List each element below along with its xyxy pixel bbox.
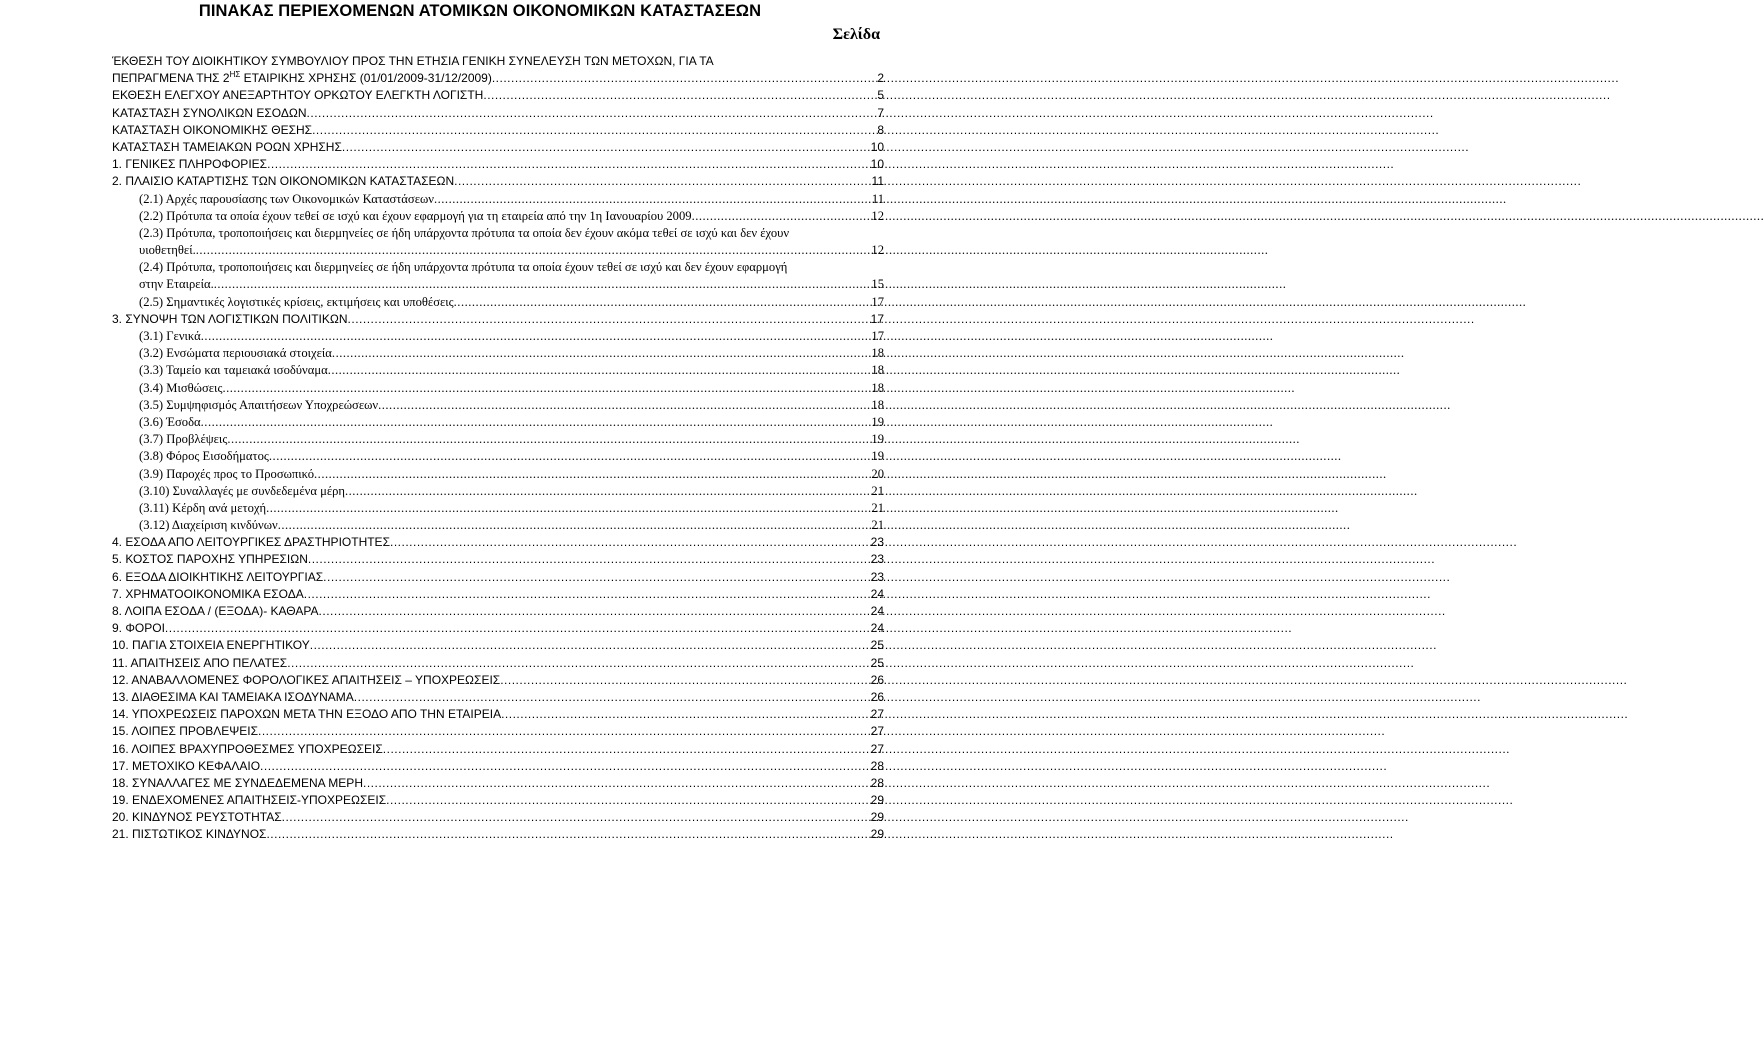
dot-leader — [312, 122, 877, 139]
toc-entry-page: 20 — [871, 466, 884, 481]
dot-leader — [201, 328, 872, 345]
toc-entry-page: 11 — [871, 191, 884, 206]
toc-entry-text: (3.10) Συναλλαγές με συνδεδεμένα μέρη — [139, 483, 345, 498]
toc-entry-text: 16. ΛΟΙΠΕΣ ΒΡΑΧΥΠΡΟΘΕΣΜΕΣ ΥΠΟΧΡΕΩΣΕΙΣ — [112, 741, 383, 756]
toc-entry-page: 18 — [871, 380, 884, 395]
toc-subentry[interactable] — [112, 414, 884, 431]
toc-entry-text: 7. ΧΡΗΜΑΤΟΟΙΚΟΝΟΜΙΚΑ ΕΣΟΔΑ — [112, 586, 304, 601]
dot-leader — [258, 723, 871, 740]
dot-leader — [332, 345, 871, 362]
dot-leader — [314, 466, 871, 483]
dot-leader — [383, 741, 871, 758]
toc-entry-page: 29 — [870, 793, 884, 808]
toc-entry-page: 26 — [870, 672, 884, 687]
toc-entry-text: (3.12) Διαχείριση κινδύνων — [139, 518, 278, 533]
toc-entry-page: 11 — [871, 174, 884, 189]
toc-entry-page: 2 — [877, 71, 884, 86]
toc-entry-page: 29 — [870, 827, 884, 842]
toc-entry-page: 29 — [870, 810, 884, 825]
toc-entry-page: 7 — [877, 105, 884, 120]
toc-entry-page: 18 — [871, 363, 884, 378]
dot-leader — [500, 672, 870, 689]
toc-entry-page: 8 — [877, 122, 884, 137]
toc-entry-page: 17 — [870, 311, 884, 326]
toc-entry[interactable] — [112, 741, 884, 758]
dot-leader — [363, 775, 871, 792]
dot-leader — [196, 242, 872, 259]
toc-entry-page: 25 — [870, 655, 884, 670]
toc-entry-page: 26 — [870, 689, 884, 704]
toc-entry-text: υιοθετηθεί. — [139, 243, 196, 258]
dot-leader — [287, 655, 870, 672]
toc-entry-continued-line — [112, 259, 884, 276]
dot-leader — [323, 569, 870, 586]
toc-entry-text: 10. ΠΑΓΙΑ ΣΤΟΙΧΕΙΑ ΕΝΕΡΓΗΤΙΚΟΥ — [112, 638, 310, 653]
toc-entry-text: (2.1) Αρχές παρουσίασης των Οικονομικών Καταστάσεων — [139, 191, 434, 206]
dot-leader — [222, 380, 871, 397]
toc-entry-text: ΚΑΤΑΣΤΑΣΗ ΤΑΜΕΙΑΚΩΝ ΡΟΩΝ ΧΡΗΣΗΣ — [112, 139, 342, 154]
toc-entry-continued-line — [112, 225, 884, 242]
toc-entry-page: 23 — [870, 569, 884, 584]
toc-entry-page: 24 — [870, 586, 884, 601]
toc-entry-text-part: ΠΕΠΡΑΓΜΕΝΑ ΤΗΣ 2 — [112, 71, 230, 86]
superscript: ΗΣ — [229, 70, 241, 80]
dot-leader — [310, 637, 871, 654]
dot-leader — [345, 483, 871, 500]
dot-leader — [308, 551, 871, 568]
dot-leader — [454, 173, 871, 190]
toc-entry-page: 19 — [871, 414, 884, 429]
toc-entry[interactable] — [112, 637, 884, 654]
toc-entry-text: (3.4) Μισθώσεις — [139, 380, 223, 395]
toc-entry-text: 13. ΔΙΑΘΕΣΙΜΑ ΚΑΙ ΤΑΜΕΙΑΚΑ ΙΣΟΔΥΝΑΜΑ — [112, 689, 354, 704]
toc-entry[interactable] — [112, 706, 884, 723]
toc-entry-text: (3.5) Συμψηφισμός Απαιτήσεων Υποχρεώσεων — [139, 397, 379, 412]
dot-leader — [260, 758, 871, 775]
toc-entry[interactable] — [112, 826, 884, 843]
dot-leader — [165, 620, 871, 637]
toc-subentry[interactable] — [112, 431, 884, 448]
dot-leader — [483, 87, 877, 104]
toc-entry[interactable] — [112, 311, 884, 328]
dot-leader — [269, 448, 872, 465]
toc-entry-page: 23 — [870, 552, 884, 567]
toc-entry-text: (3.9) Παροχές προς το Προσωπικό — [139, 466, 315, 481]
toc-entry-text: ΚΑΤΑΣΤΑΣΗ ΣΥΝΟΛΙΚΩΝ ΕΣΟΔΩΝ — [112, 105, 307, 120]
toc-entry-text-part: ΕΤΑΙΡΙΚΗΣ ΧΡΗΣΗΣ (01/01/2009-31/12/2009) — [240, 71, 492, 86]
dot-leader — [354, 689, 871, 706]
dot-leader — [307, 105, 878, 122]
toc-entry-page: 19 — [871, 432, 884, 447]
page-column-header: Σελίδα — [832, 26, 880, 43]
dot-leader — [214, 276, 872, 293]
dot-leader — [282, 809, 871, 826]
dot-leader — [227, 431, 871, 448]
page-title: ΠΙΝΑΚΑΣ ΠΕΡΙΕΧΟΜΕΝΩΝ ΑΤΟΜΙΚΩΝ ΟΙΚΟΝΟΜΙΚΩΝ ΚΑΤΑΣΤΑΣΕΩΝ — [198, 2, 762, 20]
dot-leader — [378, 397, 871, 414]
toc-entry-text: (3.6) Έσοδα — [139, 414, 201, 429]
toc-entry-continued-line — [112, 53, 884, 70]
toc-entry-text: στην Εταιρεία. — [139, 277, 214, 292]
toc-entry[interactable] — [112, 672, 884, 689]
toc-entry-text: (3.1) Γενικά — [139, 329, 201, 343]
toc-entry-text: (3.8) Φόρος Εισοδήματος — [139, 449, 269, 464]
dot-leader — [304, 586, 871, 603]
toc-entry-first-line: (2.3) Πρότυπα, τροποποιήσεις και διερμηνείες σε ήδη υπάρχοντα πρότυπα τα οποία δεν έχουν ακόμα τεθεί σε ισχύ και δεν έχουν — [139, 225, 790, 240]
toc-entry[interactable] — [112, 723, 884, 740]
toc-entry-text: 4. ΕΣΟΔΑ ΑΠΟ ΛΕΙΤΟΥΡΓΙΚΕΣ ΔΡΑΣΤΗΡΙΟΤΗΤΕΣ — [112, 535, 390, 550]
toc-entry[interactable] — [112, 809, 884, 826]
toc-entry-text: (3.3) Ταμείο και ταμειακά ισοδύναμα — [139, 363, 328, 378]
toc-entry-page: 28 — [870, 775, 884, 790]
toc-entry-text: 14. ΥΠΟΧΡΕΩΣΕΙΣ ΠΑΡΟΧΩΝ ΜΕΤΑ ΤΗΝ ΕΞΟΔΟ ΑΠΟ ΤΗΝ ΕΤΑΙΡΕΙΑ — [112, 707, 502, 722]
dot-leader — [454, 294, 872, 311]
toc-entry[interactable] — [112, 156, 884, 173]
toc-entry-text: 19. ΕΝΔΕΧΟΜΕΝΕΣ ΑΠΑΙΤΗΣΕΙΣ-ΥΠΟΧΡΕΩΣΕΙΣ — [112, 793, 387, 808]
toc-entry[interactable] — [112, 105, 884, 122]
toc-entry-text: 8. ΛΟΙΠΑ ΕΣΟΔΑ / (ΕΞΟΔΑ)- ΚΑΘΑΡΑ — [112, 604, 319, 618]
toc-entry-page: 10 — [870, 157, 884, 172]
toc-entry[interactable] — [112, 70, 884, 87]
toc-entry[interactable] — [112, 551, 884, 568]
toc-entry-text: 15. ΛΟΙΠΕΣ ΠΡΟΒΛΕΨΕΙΣ — [112, 724, 259, 739]
toc-entry-page: 21 — [871, 500, 884, 515]
toc-entry-text: 18. ΣΥΝΑΛΛΑΓΕΣ ΜΕ ΣΥΝΔΕΔΕΜΕΝΑ ΜΕΡΗ — [112, 775, 363, 790]
dot-leader — [278, 517, 872, 534]
dot-leader — [266, 500, 871, 517]
dot-leader — [328, 362, 872, 379]
toc-entry[interactable] — [112, 775, 884, 792]
dot-leader — [348, 311, 871, 328]
toc-entry[interactable] — [112, 534, 884, 551]
toc-entry-page: 10 — [870, 139, 884, 154]
toc-entry-page: 19 — [871, 449, 884, 464]
dot-leader — [266, 826, 870, 843]
toc-entry-page: 12 — [871, 243, 884, 258]
toc-entry[interactable] — [112, 173, 884, 190]
toc-entry[interactable] — [112, 758, 884, 775]
toc-entry-first-line: ΈΚΘΕΣΗ ΤΟΥ ΔΙΟΙΚΗΤΙΚΟΥ ΣΥΜΒΟΥΛΙΟΥ ΠΡΟΣ ΤΗΝ ΕΤΗΣΙΑ ΓΕΝΙΚΗ ΣΥΝΕΛΕΥΣΗ ΤΩΝ ΜΕΤΟΧΩΝ, ΓΙΑ ΤΑ — [112, 54, 714, 68]
toc-entry-text: 21. ΠΙΣΤΩΤΙΚΟΣ ΚΙΝΔΥΝΟΣ — [112, 827, 267, 842]
toc-entry-page: 18 — [871, 397, 884, 412]
toc-entry-page: 27 — [870, 741, 884, 756]
toc-entry-text: 1. ΓΕΝΙΚΕΣ ΠΛΗΡΟΦΟΡΙΕΣ — [112, 157, 268, 172]
toc-entry-text: (3.11) Κέρδη ανά μετοχή — [139, 500, 267, 515]
toc-entry-page: 21 — [871, 483, 884, 498]
toc-subentry[interactable] — [112, 380, 884, 397]
toc-entry-text: ΕΚΘΕΣΗ ΕΛΕΓΧΟΥ ΑΝΕΞΑΡΤΗΤΟΥ ΟΡΚΩΤΟΥ ΕΛΕΓΚΤΗ ΛΟΓΙΣΤΗ — [112, 88, 484, 103]
toc-entry[interactable] — [112, 792, 884, 809]
toc-entry-text — [112, 70, 492, 87]
toc-entry[interactable] — [112, 569, 884, 586]
dot-leader — [319, 603, 871, 620]
toc-entry-text: 20. ΚΙΝΔΥΝΟΣ ΡΕΥΣΤΟΤΗΤΑΣ — [112, 810, 282, 825]
toc-entry-page: 27 — [870, 707, 884, 722]
dot-leader — [692, 208, 872, 225]
toc-subentry[interactable] — [112, 466, 884, 483]
toc-entry-text: 5. ΚΟΣΤΟΣ ΠΑΡΟΧΗΣ ΥΠΗΡΕΣΙΩΝ — [112, 552, 308, 567]
dot-leader — [386, 792, 871, 809]
toc-entry-page: 24 — [870, 604, 884, 618]
toc-entry-text: ΚΑΤΑΣΤΑΣΗ ΟΙΚΟΝΟΜΙΚΗΣ ΘΕΣΗΣ — [112, 122, 313, 137]
toc-entry-page: 21 — [871, 518, 884, 533]
toc-entry[interactable] — [112, 139, 884, 156]
dot-leader — [434, 191, 872, 208]
toc-entry-text: 6. ΕΞΟΔΑ ΔΙΟΙΚΗΤΙΚΗΣ ΛΕΙΤΟΥΡΓΙΑΣ — [112, 569, 324, 584]
toc-subentry[interactable] — [112, 397, 884, 414]
toc-entry-first-line: (2.4) Πρότυπα, τροποποιήσεις και διερμηνείες σε ήδη υπάρχοντα πρότυπα τα οποία έχουν τεθεί σε ισχύ και δεν έχουν εφαρμογή — [139, 260, 788, 275]
toc-subentry[interactable] — [112, 328, 884, 345]
toc-entry[interactable] — [112, 603, 884, 620]
toc-entry-page: 17 — [871, 329, 884, 343]
dot-leader — [201, 414, 872, 431]
toc-entry-text: 9. ΦΟΡΟΙ — [112, 621, 165, 636]
toc-entry-text: 2. ΠΛΑΙΣΙΟ ΚΑΤΑΡΤΙΣΗΣ ΤΩΝ ΟΙΚΟΝΟΜΙΚΩΝ ΚΑΤΑΣΤΑΣΕΩΝ — [112, 174, 455, 189]
toc-entry-text: (3.7) Προβλέψεις — [139, 432, 228, 447]
dot-leader — [342, 139, 871, 156]
toc-subentry[interactable] — [112, 276, 884, 293]
toc-entry-text: (2.5) Σημαντικές λογιστικές κρίσεις, εκτιμήσεις και υποθέσεις — [139, 294, 454, 309]
toc-subentry[interactable] — [112, 345, 884, 362]
toc-subentry[interactable] — [112, 500, 884, 517]
toc-entry-page: 5 — [877, 88, 884, 103]
toc-entry[interactable] — [112, 122, 884, 139]
toc-entry-text: 12. ΑΝΑΒΑΛΛΟΜΕΝΕΣ ΦΟΡΟΛΟΓΙΚΕΣ ΑΠΑΙΤΗΣΕΙΣ – ΥΠΟΧΡΕΩΣΕΙΣ — [112, 672, 501, 687]
toc-entry-page: 23 — [870, 535, 884, 550]
table-of-contents — [112, 53, 884, 844]
toc-entry-text: (2.2) Πρότυπα τα οποία έχουν τεθεί σε ισχύ και έχουν εφαρμογή για τη εταιρεία από την 1η Ιανουαρίου 2009 — [139, 208, 692, 223]
toc-entry-page: 18 — [871, 346, 884, 361]
toc-subentry[interactable] — [112, 242, 884, 259]
dot-leader — [267, 156, 871, 173]
toc-entry[interactable] — [112, 586, 884, 603]
toc-entry-page: 17 — [871, 294, 884, 309]
toc-entry-page: 12 — [871, 208, 884, 223]
toc-entry-text: 3. ΣΥΝΟΨΗ ΤΩΝ ΛΟΓΙΣΤΙΚΩΝ ΠΟΛΙΤΙΚΩΝ — [112, 311, 348, 326]
dot-leader — [492, 70, 877, 87]
toc-entry[interactable] — [112, 689, 884, 706]
toc-subentry[interactable] — [112, 191, 884, 208]
toc-entry-text: (3.2) Ενσώματα περιουσιακά στοιχεία — [139, 346, 332, 361]
toc-entry-page: 25 — [870, 638, 884, 653]
toc-entry-page: 27 — [870, 724, 884, 739]
toc-subentry[interactable] — [112, 448, 884, 465]
toc-entry[interactable] — [112, 87, 884, 104]
toc-subentry[interactable] — [112, 362, 884, 379]
toc-subentry[interactable] — [112, 208, 884, 225]
toc-entry-page: 24 — [870, 621, 884, 636]
toc-subentry[interactable] — [112, 483, 884, 500]
toc-entry-page: 15 — [871, 277, 884, 292]
dot-leader — [390, 534, 871, 551]
toc-entry[interactable] — [112, 655, 884, 672]
dot-leader — [501, 706, 871, 723]
toc-subentry[interactable] — [112, 294, 884, 311]
toc-subentry[interactable] — [112, 517, 884, 534]
toc-entry-text: 11. ΑΠΑΙΤΗΣΕΙΣ ΑΠΟ ΠΕΛΑΤΕΣ — [112, 655, 288, 670]
toc-entry[interactable] — [112, 620, 884, 637]
toc-entry-text: 17. ΜΕΤΟΧΙΚΟ ΚΕΦΑΛΑΙΟ — [112, 758, 261, 773]
toc-entry-page: 28 — [870, 758, 884, 773]
